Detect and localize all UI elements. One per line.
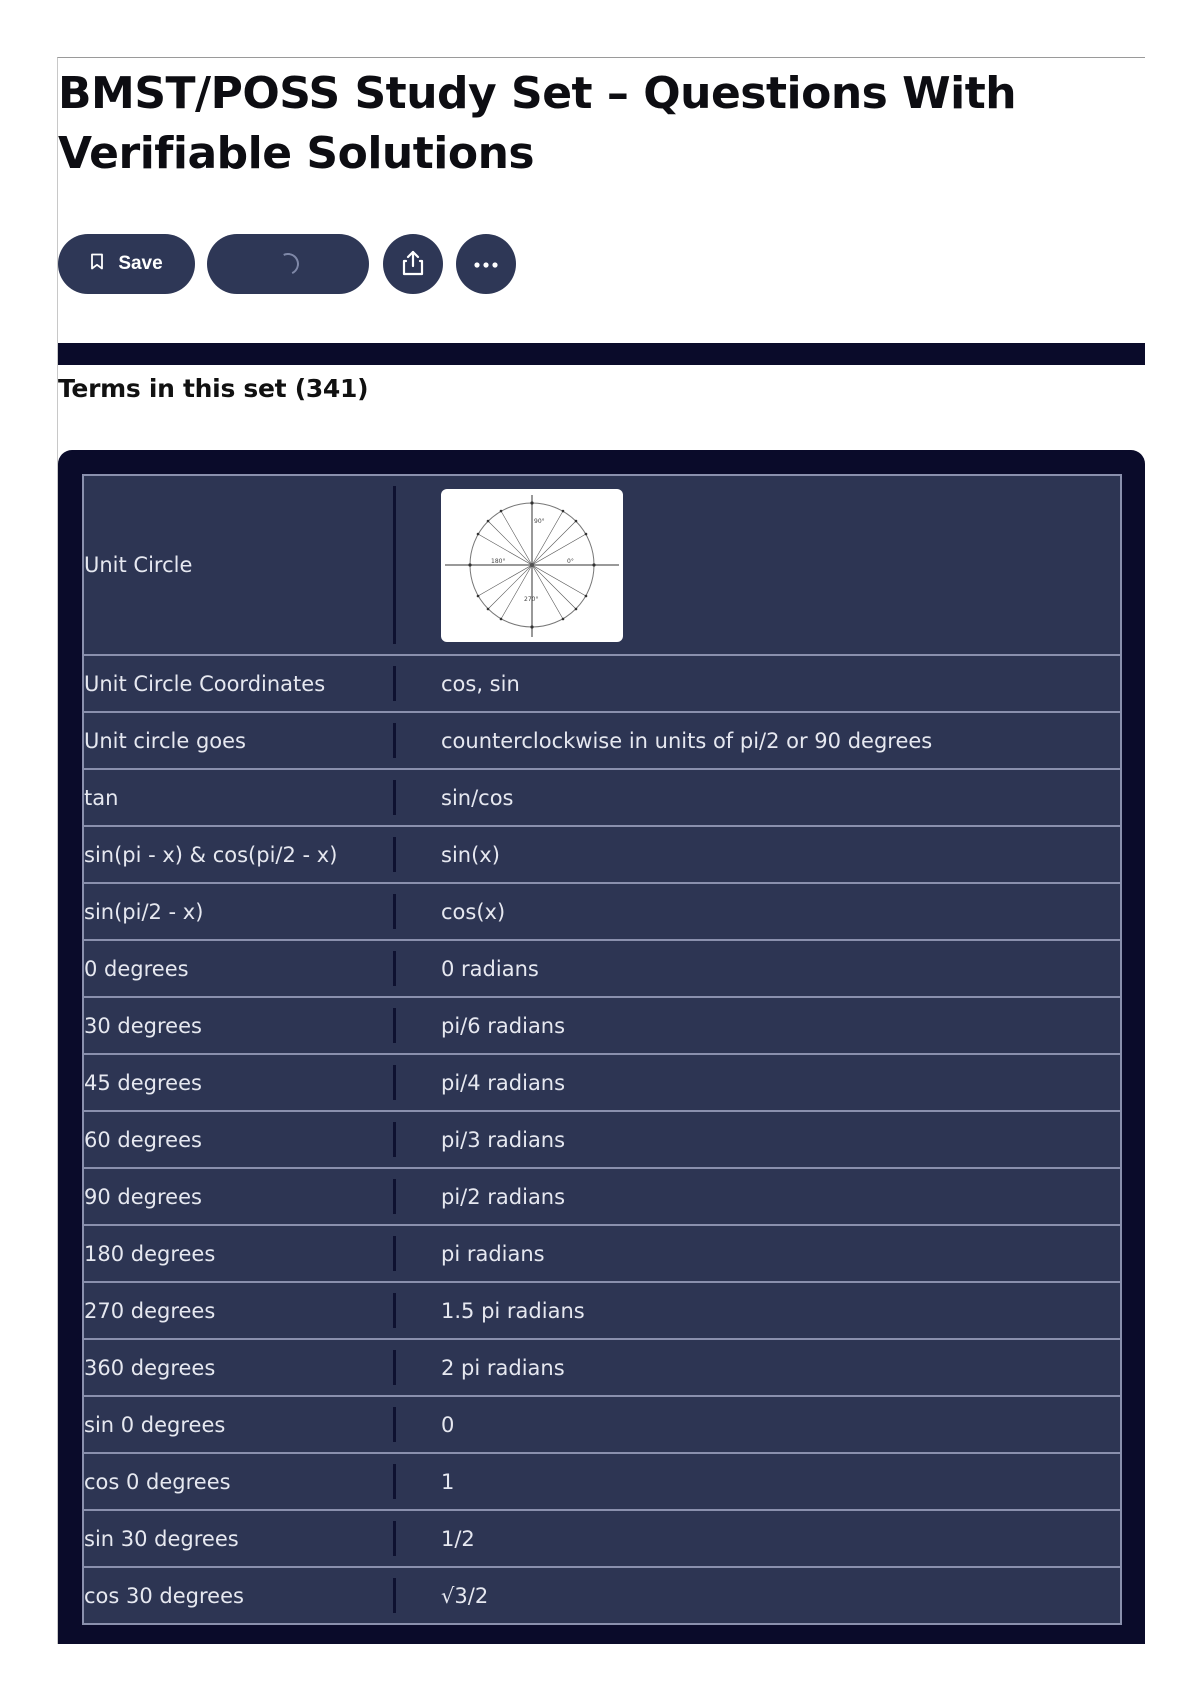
definition-text: 0: [441, 1412, 455, 1437]
term-text: Unit circle goes: [84, 728, 246, 753]
term-row[interactable]: [82, 654, 1122, 713]
term-text: cos 0 degrees: [84, 1469, 231, 1494]
definition-text: √3/2: [441, 1583, 489, 1608]
loading-button[interactable]: [207, 234, 369, 294]
column-separator: [393, 1521, 396, 1556]
column-separator: [393, 1407, 396, 1442]
column-separator: [393, 1179, 396, 1214]
term-text: 30 degrees: [84, 1013, 202, 1038]
definition-text: pi/3 radians: [441, 1127, 566, 1152]
term-row[interactable]: [82, 825, 1122, 884]
column-separator: [393, 1464, 396, 1499]
term-row[interactable]: [82, 1053, 1122, 1112]
term-text: 270 degrees: [84, 1298, 216, 1323]
terms-panel: [58, 450, 1145, 1644]
column-separator: [393, 1236, 396, 1271]
term-text: 45 degrees: [84, 1070, 202, 1095]
column-separator: [393, 1578, 396, 1613]
action-bar: [58, 234, 516, 294]
term-row[interactable]: [82, 1509, 1122, 1568]
term-row[interactable]: [82, 1224, 1122, 1283]
svg-text:90°: 90°: [534, 517, 545, 525]
term-text: cos 30 degrees: [84, 1583, 244, 1608]
svg-text:270°: 270°: [524, 595, 539, 603]
loading-spinner-icon: [274, 250, 302, 278]
definition-text: pi radians: [441, 1241, 545, 1266]
column-separator: [393, 1065, 396, 1100]
term-row[interactable]: [82, 474, 1122, 656]
definition-text: sin(x): [441, 842, 500, 867]
terms-table: [82, 474, 1122, 1625]
bookmark-icon: [90, 253, 104, 276]
term-row[interactable]: [82, 882, 1122, 941]
term-row[interactable]: [82, 711, 1122, 770]
svg-text:0°: 0°: [567, 557, 574, 565]
term-text: Unit Circle Coordinates: [84, 671, 326, 696]
unit-circle-image[interactable]: [441, 489, 623, 642]
definition-text: sin/cos: [441, 785, 514, 810]
term-row[interactable]: [82, 1338, 1122, 1397]
section-divider: [58, 343, 1145, 365]
share-icon: [400, 249, 426, 280]
term-row[interactable]: [82, 1452, 1122, 1511]
column-separator: [393, 1293, 396, 1328]
definition-text: 1: [441, 1469, 455, 1494]
column-separator: [393, 780, 396, 815]
term-row[interactable]: [82, 1395, 1122, 1454]
definition-text: 1/2: [441, 1526, 475, 1551]
term-text: 0 degrees: [84, 956, 189, 981]
save-label: Save: [118, 253, 163, 274]
term-row[interactable]: [82, 1110, 1122, 1169]
column-separator: [393, 1008, 396, 1043]
term-text: 360 degrees: [84, 1355, 216, 1380]
term-row[interactable]: [82, 939, 1122, 998]
definition-text: pi/2 radians: [441, 1184, 566, 1209]
definition-text: cos(x): [441, 899, 506, 924]
term-row[interactable]: [82, 1566, 1122, 1625]
term-row[interactable]: [82, 1167, 1122, 1226]
definition-text: 1.5 pi radians: [441, 1298, 585, 1323]
terms-heading: Terms in this set (341): [58, 374, 369, 403]
definition-text: counterclockwise in units of pi/2 or 90 degrees: [441, 728, 933, 753]
page-title: BMST/POSS Study Set – Questions With Verifiable Solutions: [58, 68, 1017, 179]
term-text: sin 30 degrees: [84, 1526, 239, 1551]
term-row[interactable]: [82, 768, 1122, 827]
save-button[interactable]: [58, 234, 195, 294]
term-row[interactable]: [82, 1281, 1122, 1340]
column-separator: [393, 1350, 396, 1385]
column-separator: [393, 1122, 396, 1157]
definition-cell: [441, 476, 1110, 654]
share-button[interactable]: [383, 234, 443, 294]
definition-text: cos, sin: [441, 671, 520, 696]
term-text: 90 degrees: [84, 1184, 202, 1209]
ellipsis-icon: [473, 257, 499, 272]
term-text: 180 degrees: [84, 1241, 216, 1266]
column-separator: [393, 894, 396, 929]
term-row[interactable]: [82, 996, 1122, 1055]
definition-text: pi/6 radians: [441, 1013, 566, 1038]
definition-text: 2 pi radians: [441, 1355, 565, 1380]
more-options-button[interactable]: [456, 234, 516, 294]
definition-text: 0 radians: [441, 956, 539, 981]
term-text: sin(pi - x) & cos(pi/2 - x): [84, 842, 338, 867]
column-separator: [393, 666, 396, 701]
study-set-page: [57, 57, 1145, 1644]
column-separator: [393, 723, 396, 758]
term-text: 60 degrees: [84, 1127, 202, 1152]
term-text: Unit Circle: [84, 553, 193, 577]
svg-text:180°: 180°: [491, 557, 506, 565]
term-text: tan: [84, 785, 119, 810]
definition-text: pi/4 radians: [441, 1070, 566, 1095]
column-separator: [393, 486, 396, 644]
column-separator: [393, 951, 396, 986]
term-text: sin(pi/2 - x): [84, 899, 204, 924]
column-separator: [393, 837, 396, 872]
term-text: sin 0 degrees: [84, 1412, 226, 1437]
